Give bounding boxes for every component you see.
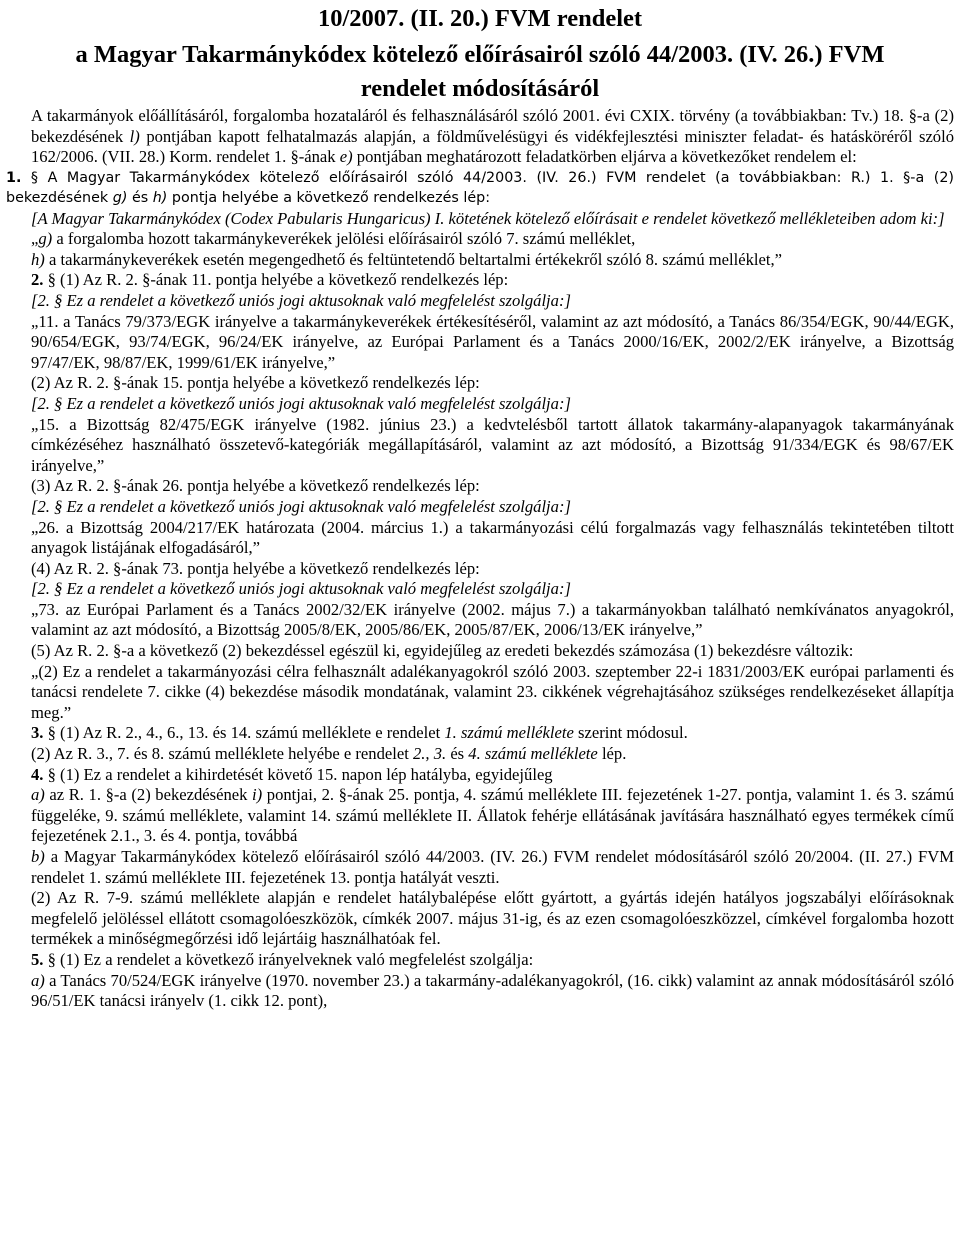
italic-text-segment: [2. § Ez a rendelet a következő uniós jogi aktusoknak való megfelelést szolgálja:]: [31, 579, 571, 599]
section-3-paragraph-1: [6, 723, 954, 744]
text-segment: (2) Az R. 2. §-ának 15. pontja helyébe a következő rendelkezés lép:: [31, 373, 480, 393]
text-segment: az R. 1. §-a (2) bekezdésének: [44, 785, 253, 805]
text-segment: a forgalomba hozott takarmánykeverékek jelölési előírásairól szóló 7. számú melléklet,: [52, 229, 636, 249]
text-segment: „11. a Tanács 79/373/EGK irányelve a takarmánykeverékek értékesítéséről, valamint az azt módosító, a Tanács 86/354/EGK, 90/44/EGK, 90/654/EGK, 93/74/EGK, 96/24/EK irányelve, az Európai Parlament és a Tanács 2000/16/EK, 2002/2/EK irányelve, a Bizottság 97/47/EK, 98/87/EK, 1999/61/EK irányelve,”: [31, 311, 954, 372]
text-segment: (2) Az R. 7-9. számú melléklete alapján e rendelet hatálybalépése előtt gyártott, a gyártás idején hatályos jogszabályi előírásoknak megfelelő jelöléssel ellátott csomagolóeszközök, címkék 2007. május 31-ig, és az ezen csomagolóeszközzel, címkével forgalomba hozott termékek a minőségmegőrzési idő lejártáig használhatóak fel.: [31, 888, 954, 949]
italic-text-segment: h): [152, 190, 168, 207]
text-segment: „73. az Európai Parlament és a Tanács 2002/32/EK irányelve (2002. május 7.) a takarmányokban található nemkívánatos anyagokról, valamint az azt módosító, a Bizottság 2005/8/EK, 2005/86/EK, 2005/87/EK, 2006/13/EK irányelve,”: [31, 599, 954, 640]
text-segment: (3) Az R. 2. §-ának 26. pontja helyébe a következő rendelkezés lép:: [31, 476, 480, 496]
text-segment: „26. a Bizottság 2004/217/EK határozata (2004. március 1.) a takarmányozási célú forgalmazás vagy felhasználás tekintetében tiltott anyagok listájának elfogadásáról,”: [31, 517, 954, 558]
bold-text-segment: 4.: [31, 764, 44, 784]
text-segment: pontjában meghatározott feladatkörben eljárva a következőket rendelem el:: [352, 147, 857, 167]
section-4-paragraph-2: [6, 888, 954, 950]
text-segment: és: [127, 190, 153, 207]
italic-text-segment: [2. § Ez a rendelet a következő uniós jogi aktusoknak való megfelelést szolgálja:]: [31, 393, 571, 413]
text-segment: (2) Az R. 3., 7. és 8. számú melléklete helyébe e rendelet: [31, 744, 413, 764]
section-2-paragraph-2: [6, 373, 954, 394]
section-2-paragraph-5: [6, 641, 954, 662]
section-2-paragraph-1: [6, 270, 954, 291]
text-segment: „: [31, 229, 39, 249]
italic-text-segment: h): [31, 249, 45, 269]
bracket-context: [6, 209, 954, 230]
text-segment: (4) Az R. 2. §-ának 73. pontja helyébe a következő rendelkezés lép:: [31, 558, 480, 578]
italic-text-segment: g): [38, 229, 53, 249]
italic-text-segment: 1. számú melléklete: [444, 723, 574, 743]
text-segment: szerint módosul.: [573, 723, 688, 743]
italic-text-segment: i): [252, 785, 263, 805]
italic-text-segment: e): [339, 147, 353, 167]
text-segment: a takarmánykeverékek esetén megengedhető és feltüntetendő beltartalmi értékekről szóló 8. számú melléklet,”: [44, 249, 783, 269]
bold-text-segment: 2.: [31, 270, 44, 290]
italic-text-segment: b): [31, 847, 45, 866]
section-4-paragraph-1: [6, 765, 954, 786]
italic-text-segment: [2. § Ez a rendelet a következő uniós jogi aktusoknak való megfelelést szolgálja:]: [31, 290, 571, 310]
text-segment: § (1) Ez a rendelet a következő irányelveknek való megfelelést szolgálja:: [43, 949, 534, 969]
bracket-context: [6, 579, 954, 600]
text-segment: A takarmányok előállításáról, forgalomba hozataláról és felhasználásáról szóló 2001. évi CXIX. törvény (a továbbiakban: Tv.) 18. §-a (2) bekezdésének: [31, 106, 954, 146]
text-segment: § (1) Ez a rendelet a kihirdetését követő 15. napon lép hatályba, egyidejűleg: [43, 764, 553, 784]
section-2-paragraph-3: [6, 476, 954, 497]
point-15-text: [6, 415, 954, 477]
text-segment: „15. a Bizottság 82/475/EGK irányelve (1982. június 23.) a kedvtelésből tartott állatok takarmány-alapanyagok takarmányának címkézéséhez használható összetevő-kategóriák megállapításáról, valamint az azt módosító, a Bizottság 91/334/EGK és 98/67/EK irányelve,”: [31, 414, 954, 475]
point-h: [6, 250, 954, 271]
text-segment: pontja helyébe a következő rendelkezés lép:: [167, 190, 491, 207]
preamble: [6, 106, 954, 168]
bold-text-segment: 1.: [6, 169, 22, 186]
text-segment: lép.: [597, 744, 627, 764]
point-g: [6, 229, 954, 250]
italic-text-segment: 4. számú melléklete: [468, 744, 598, 764]
text-segment: a Magyar Takarmánykódex kötelező előírásairól szóló 44/2003. (IV. 26.) FVM rendelet módosításáról szóló 20/2004. (II. 27.) FVM rendelet 1. számú melléklete III. fejezetének 13. pontja hatályát veszti.: [31, 847, 954, 887]
bracket-context: [6, 291, 954, 312]
text-segment: pontjai, 2. §-ának 25. pontja, 4. számú melléklete III. fejezetének 1-27. pontja, valamint 1. és 3. számú függeléke, 9. számú melléklete, valamint 14. számú melléklete II. Állatok fehérje ellátásának javítására használható egyes termékek című fejezetének 2.1., 3. és 4. pontja, továbbá: [31, 785, 954, 846]
text-segment: (5) Az R. 2. §-a a következő (2) bekezdéssel egészül ki, egyidejűleg az eredeti bekezdés számozása (1) bekezdésre változik:: [31, 641, 854, 661]
text-segment: és: [446, 744, 469, 764]
italic-text-segment: [2. § Ez a rendelet a következő uniós jogi aktusoknak való megfelelést szolgálja:]: [31, 496, 571, 516]
text-segment: pontjában kapott felhatalmazás alapján, a földművelésügyi és vidékfejlesztési miniszter feladat- és hatásköréről szóló 162/2006. (VII. 28.) Korm. rendelet 1. §-ának: [31, 126, 955, 167]
italic-text-segment: [A Magyar Takarmánykódex (Codex Pabularis Hungaricus) I. kötetének kötelező előírásait e rendelet következő mellékleteiben adom ki:]: [31, 208, 945, 228]
bracket-context: [6, 394, 954, 415]
bold-text-segment: 5.: [31, 949, 44, 969]
point-26-text: [6, 518, 954, 559]
text-segment: § A Magyar Takarmánykódex kötelező előírásairól szóló 44/2003. (IV. 26.) FVM rendelet (a továbbiakban: R.) 1. §-a (2) bekezdésének: [6, 169, 954, 207]
italic-text-segment: l): [129, 126, 140, 146]
point-11-text: [6, 312, 954, 374]
italic-text-segment: a): [31, 970, 45, 990]
document-subtitle-line-2: rendelet módosításáról: [360, 75, 600, 102]
text-segment: § (1) Az R. 2., 4., 6., 13. és 14. számú melléklete e rendelet: [43, 723, 445, 743]
point-73-text: [6, 600, 954, 641]
paragraph-2-text: [6, 662, 954, 724]
section-3-paragraph-2: [6, 744, 954, 765]
point-a: [6, 785, 954, 847]
point-b: [6, 847, 954, 888]
italic-text-segment: g): [112, 190, 128, 207]
text-segment: „(2) Ez a rendelet a takarmányozási célra felhasznált adalékanyagokról szóló 2003. szeptember 22-i 1831/2003/EK európai parlamenti és tanácsi rendelete 7. cikke (4) bekezdése második mondatának, valamint 23. cikkének végrehajtásához szükséges rendelkezéseket állapítja meg.”: [31, 661, 954, 722]
italic-text-segment: a): [31, 785, 45, 805]
section-1-paragraph: [6, 168, 954, 209]
italic-text-segment: 2., 3.: [412, 744, 447, 764]
text-segment: a Tanács 70/524/EGK irányelve (1970. november 23.) a takarmány-adalékanyagokról, (16. cikk) valamint az annak módosításáról szóló 96/51/EK tanácsi irányelv (1. cikk 12. pont),: [31, 970, 954, 1011]
bracket-context: [6, 497, 954, 518]
section-2-paragraph-4: [6, 559, 954, 580]
document-subtitle-line-1: a Magyar Takarmánykódex kötelező előírásairól szóló 44/2003. (IV. 26.) FVM: [75, 41, 885, 68]
point-a: [6, 971, 954, 1012]
document-title: 10/2007. (II. 20.) FVM rendelet: [317, 5, 643, 32]
bold-text-segment: 3.: [31, 723, 44, 743]
text-segment: § (1) Az R. 2. §-ának 11. pontja helyébe a következő rendelkezés lép:: [43, 270, 509, 290]
section-5-paragraph-1: [6, 950, 954, 971]
